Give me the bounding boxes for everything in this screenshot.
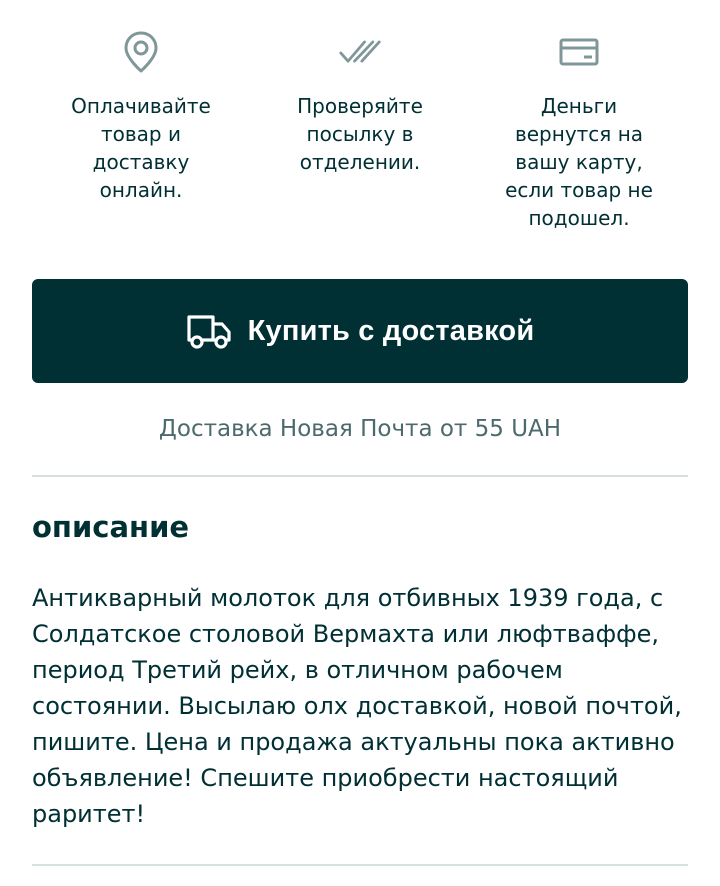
delivery-price-note: Доставка Новая Почта от 55 UAH — [158, 416, 562, 442]
divider — [32, 475, 688, 477]
description-text: Антикварный молоток для отбивных 1939 года, с Солдатское столовой Вермахта или люфтваффе, период Третий рейх, в отличном рабочем состоянии. Высылаю олх доставкой, новой почтой, пишите. Цена и продажа актуальны пока активно объявление! Спешите приобрести настоящий раритет! — [32, 584, 682, 828]
feature-text: Проверяйте посылку в отделении. — [297, 94, 423, 174]
location-pin-icon — [119, 30, 163, 74]
feature-pay-online — [32, 30, 250, 232]
buy-button-label: Купить с доставкой — [247, 314, 535, 347]
description-title: описание — [32, 510, 190, 544]
feature-text: Деньги вернутся на вашу карту, если товар не подошел. — [505, 94, 653, 230]
feature-check-parcel — [251, 30, 469, 232]
credit-card-icon — [557, 30, 601, 74]
feature-money-back — [470, 30, 688, 232]
feature-text: Оплачивайте товар и доставку онлайн. — [71, 94, 211, 202]
buy-with-delivery-button[interactable] — [32, 279, 688, 383]
truck-icon — [186, 311, 232, 351]
divider — [32, 864, 688, 866]
delivery-features — [32, 0, 688, 232]
double-check-icon — [338, 30, 382, 74]
